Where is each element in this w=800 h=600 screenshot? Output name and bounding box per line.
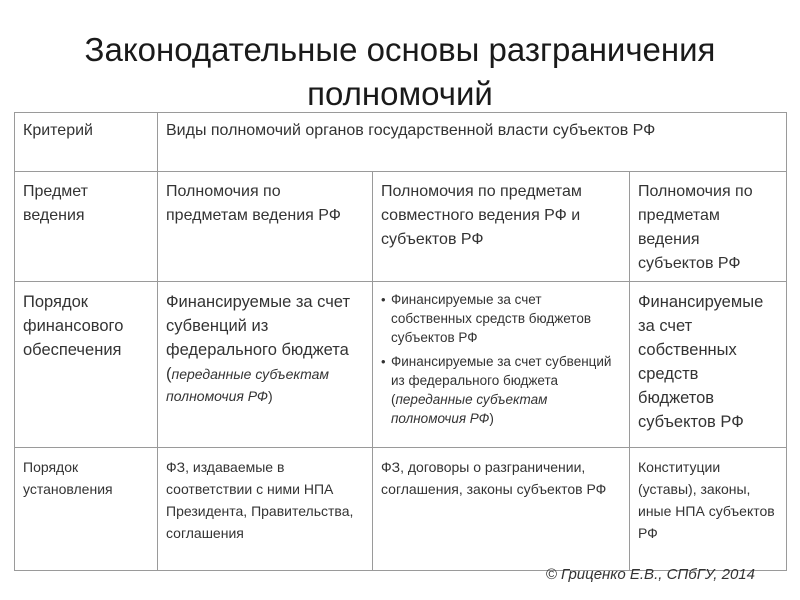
copyright-footer: © Гриценко Е.В., СПбГУ, 2014 [545, 566, 755, 583]
table-cell: Полномочия по предметам ведения субъектов РФ [630, 172, 787, 282]
table-cell: ФЗ, издаваемые в соответствии с ними НПА Президента, Правительства, соглашения [158, 448, 373, 571]
bullet-list [381, 290, 621, 428]
header-types: Виды полномочий органов государственной власти субъектов РФ [158, 113, 787, 172]
header-criterion: Критерий [15, 113, 158, 172]
table-cell: Полномочия по предметам ведения РФ [158, 172, 373, 282]
table-row [15, 282, 787, 448]
title-line-2: полномочий [307, 75, 493, 112]
cell-text: Финансируемые за счет субвенций из федерального бюджета ( [391, 354, 612, 407]
table-row [15, 448, 787, 571]
row-criterion: Порядок установления [15, 448, 158, 571]
page-title [0, 28, 800, 116]
table-cell: Полномочия по предметам совместного ведения РФ и субъектов РФ [373, 172, 630, 282]
table-row [15, 172, 787, 282]
table-cell: Конституции (уставы), законы, иные НПА субъектов РФ [630, 448, 787, 571]
table-cell: Финансируемые за счет собственных средств бюджетов субъектов РФ [630, 282, 787, 448]
title-line-1: Законодательные основы разграничения [84, 31, 716, 68]
powers-table [14, 112, 787, 571]
cell-italic-text: переданные субъектам полномочия РФ [166, 366, 330, 404]
cell-italic-text: переданные субъектам полномочия РФ [391, 392, 548, 426]
list-item: • Финансируемые за счет собственных средств бюджетов субъектов РФ [381, 290, 621, 347]
row-criterion: Предмет ведения [15, 172, 158, 282]
table-cell: ФЗ, договоры о разграничении, соглашения, законы субъектов РФ [373, 448, 630, 571]
cell-text: Финансируемые за счет субвенций из федерального бюджета ( [166, 293, 350, 383]
cell-text: ) [268, 388, 273, 404]
table-header-row [15, 113, 787, 172]
table-cell [373, 282, 630, 448]
list-item [381, 352, 621, 428]
cell-text: ) [489, 411, 494, 426]
row-criterion: Порядок финансового обеспечения [15, 282, 158, 448]
table-cell [158, 282, 373, 448]
